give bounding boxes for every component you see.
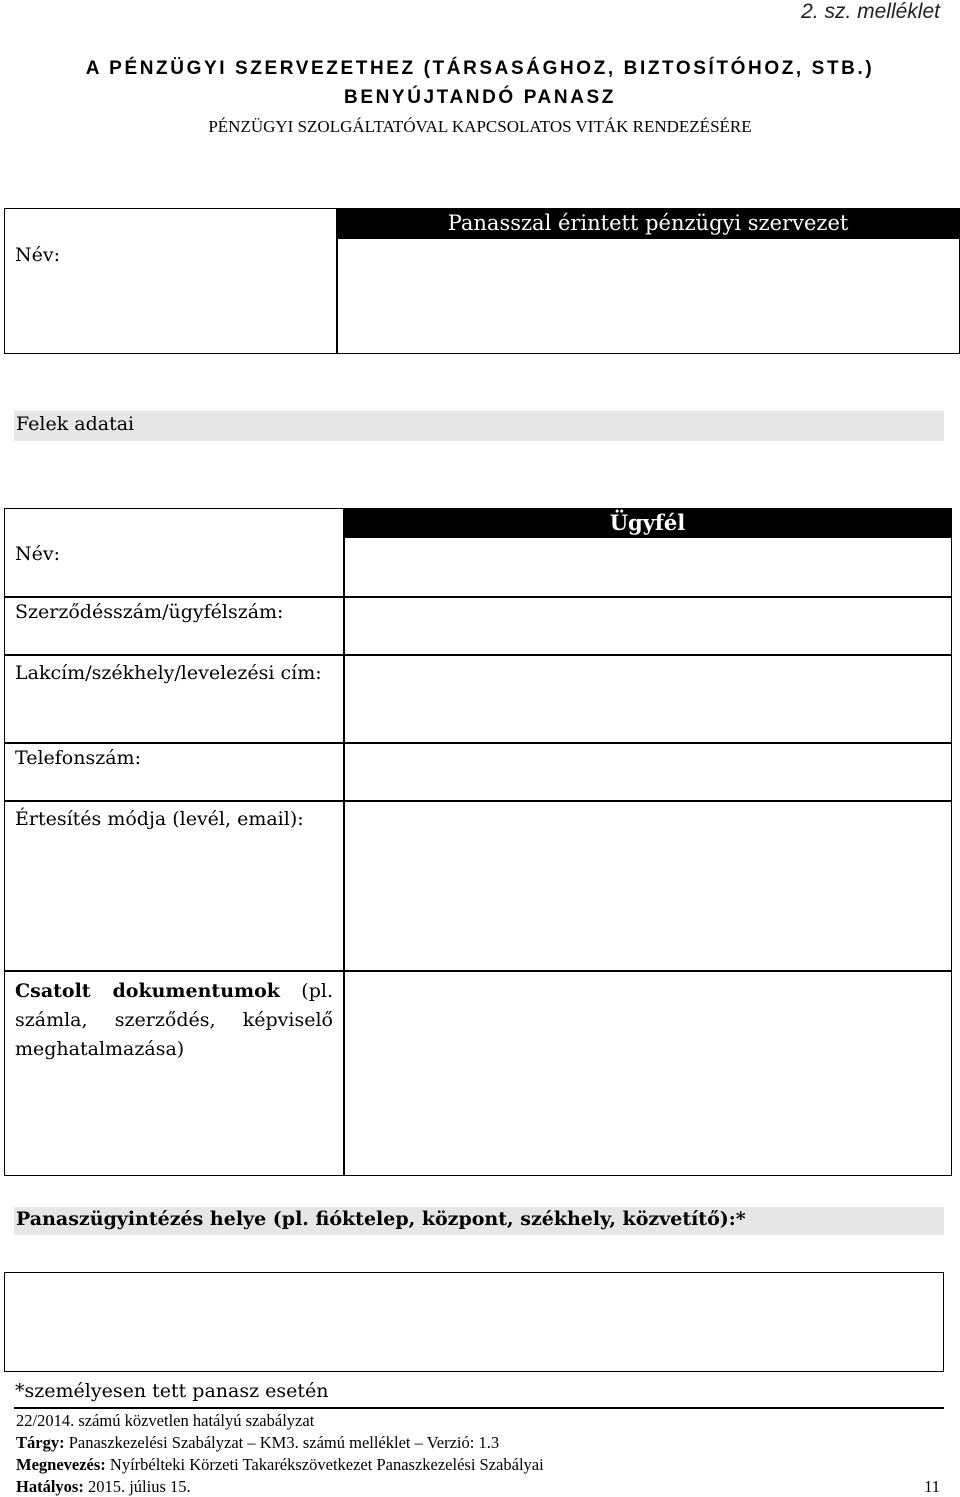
footer-effective [16,1477,191,1497]
footer-effective-text: 2015. július 15. [83,1477,191,1496]
form-purpose: PÉNZÜGYI SZOLGÁLTATÓVAL KAPCSOLATOS VITÁK RENDEZÉSÉRE [208,117,752,136]
parties-heading-bar [14,411,944,441]
contract-number-field[interactable] [347,598,947,652]
organization-name-field[interactable] [340,242,952,348]
form-subtitle: BENYÚJTANDÓ PANASZ [344,87,616,108]
notification-method-label: Értesítés módja (levél, email): [15,808,304,830]
footnote: *személyesen tett panasz esetén [15,1380,329,1402]
client-name-label: Név: [15,543,61,565]
divider [336,208,338,354]
location-heading: Panaszügyintézés helye (pl. fióktelep, központ, székhely, közvetítő):* [16,1208,746,1230]
organization-header: Panasszal érintett pénzügyi szervezet [447,211,849,235]
client-header-bar [343,508,952,538]
divider [343,508,345,1176]
footer-name-text: Nyírbélteki Körzeti Takarékszövetkezet Panaszkezelési Szabályai [105,1455,544,1474]
footer-divider [14,1407,944,1409]
footer-subject-label: Tárgy: [16,1433,65,1452]
phone-field[interactable] [347,744,947,798]
address-label: Lakcím/székhely/levelezési cím: [15,662,322,684]
attached-documents-field[interactable] [347,972,947,1172]
address-field[interactable] [347,656,947,740]
page-number: 11 [924,1477,940,1496]
footer-name-label: Megnevezés: [16,1455,106,1474]
organization-name-label: Név: [15,244,61,266]
parties-heading: Felek adatai [16,413,135,435]
location-field[interactable] [4,1272,944,1372]
client-name-field[interactable] [347,540,947,594]
contract-number-label: Szerződésszám/ügyfélszám: [15,601,284,623]
form-title: A PÉNZÜGYI SZERVEZETHEZ (TÁRSASÁGHOZ, BIZTOSÍTÓHOZ, STB.) [85,58,875,79]
footer-name [16,1455,544,1475]
phone-label: Telefonszám: [15,747,141,769]
notification-method-field[interactable] [347,802,947,968]
footer-effective-label: Hatályos: [16,1477,84,1496]
attached-documents-label-bold: Csatolt dokumentumok [15,980,280,1002]
attached-documents-label [15,977,333,1064]
client-column-header: Ügyfél [609,510,686,535]
footer-subject [16,1433,499,1453]
annex-label: 2. sz. melléklet [801,0,940,23]
attached-documents-label-note: (pl. számla, szerződés, képviselő meghatalmazása) [15,980,333,1060]
footer-subject-text: Panaszkezelési Szabályzat – KM3. számú melléklet – Verzió: 1.3 [64,1433,500,1452]
footer-regulation: 22/2014. számú közvetlen hatályú szabályzat [16,1411,315,1430]
organization-header-bar [336,208,960,239]
